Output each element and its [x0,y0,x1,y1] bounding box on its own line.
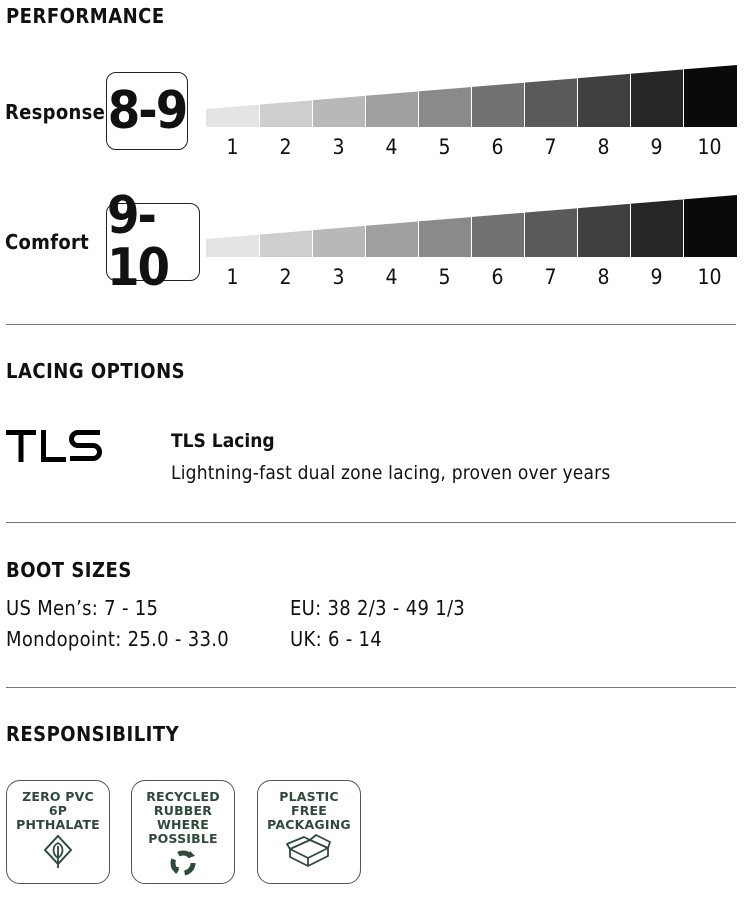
comfort-badge: 9-10 [106,203,200,281]
scale-segment-9 [630,199,684,257]
size-mondopoint: Mondopoint: 25.0 - 33.0 [6,627,229,651]
response-badge: 8-9 [106,72,188,150]
scale-tick-6: 6 [491,265,504,289]
scale-segment-6 [471,83,525,127]
scale-tick-9: 9 [650,265,663,289]
size-uk: UK: 6 - 14 [290,627,383,651]
scale-segment-2 [259,230,313,257]
scale-segment-7 [524,78,578,127]
lacing-description: Lightning-fast dual zone lacing, proven over years [171,462,611,484]
scale-tick-3: 3 [332,265,345,289]
scale-tick-4: 4 [385,135,398,159]
comfort-label: Comfort [5,230,90,254]
scale-segment-2 [259,100,313,127]
badge-plastic-free [257,780,361,884]
badge-recycled-rubber [131,780,235,884]
scale-segment-7 [524,208,578,257]
size-us: US Men’s: 7 - 15 [6,596,159,620]
scale-tick-8: 8 [597,265,610,289]
size-eu: EU: 38 2/3 - 49 1/3 [290,596,466,620]
scale-segment-5 [418,217,472,257]
response-label: Response [5,100,106,124]
scale-tick-2: 2 [279,135,292,159]
lacing-title: TLS Lacing [171,430,275,452]
badge-text: ZERO PVC 6P PHTHALATE [16,789,100,832]
scale-tick-1: 1 [226,135,239,159]
sizes-heading: BOOT SIZES [6,558,132,582]
scale-segment-4 [365,91,419,127]
scale-tick-9: 9 [650,135,663,159]
recycle-icon [168,848,198,878]
scale-tick-10: 10 [697,135,722,159]
scale-segment-8 [577,204,631,257]
scale-tick-5: 5 [438,135,451,159]
scale-segment-8 [577,74,631,127]
divider [6,687,736,688]
scale-segment-1 [206,235,259,257]
scale-tick-6: 6 [491,135,504,159]
scale-segment-4 [365,221,419,257]
responsibility-heading: RESPONSIBILITY [6,722,180,746]
tls-logo [6,427,102,471]
scale-segment-3 [312,96,366,127]
scale-tick-8: 8 [597,135,610,159]
scale-tick-10: 10 [697,265,722,289]
scale-tick-7: 7 [544,265,557,289]
divider [6,522,736,523]
scale-tick-1: 1 [226,265,239,289]
scale-segment-3 [312,226,366,257]
badge-zero-pvc [6,780,110,884]
badge-text: RECYCLED RUBBER WHERE POSSIBLE [146,789,220,846]
scale-tick-4: 4 [385,265,398,289]
lacing-heading: LACING OPTIONS [6,359,186,383]
scale-segment-1 [206,105,259,127]
scale-tick-5: 5 [438,265,451,289]
badge-text: PLASTIC FREE PACKAGING [267,789,351,832]
performance-heading: PERFORMANCE [6,4,165,28]
box-icon [286,834,332,868]
divider [6,324,736,325]
scale-segment-6 [471,213,525,257]
scale-tick-3: 3 [332,135,345,159]
leaf-icon [41,834,75,870]
scale-segment-5 [418,87,472,127]
scale-segment-10 [683,65,737,127]
scale-tick-2: 2 [279,265,292,289]
scale-tick-7: 7 [544,135,557,159]
scale-segment-9 [630,69,684,127]
scale-segment-10 [683,195,737,257]
